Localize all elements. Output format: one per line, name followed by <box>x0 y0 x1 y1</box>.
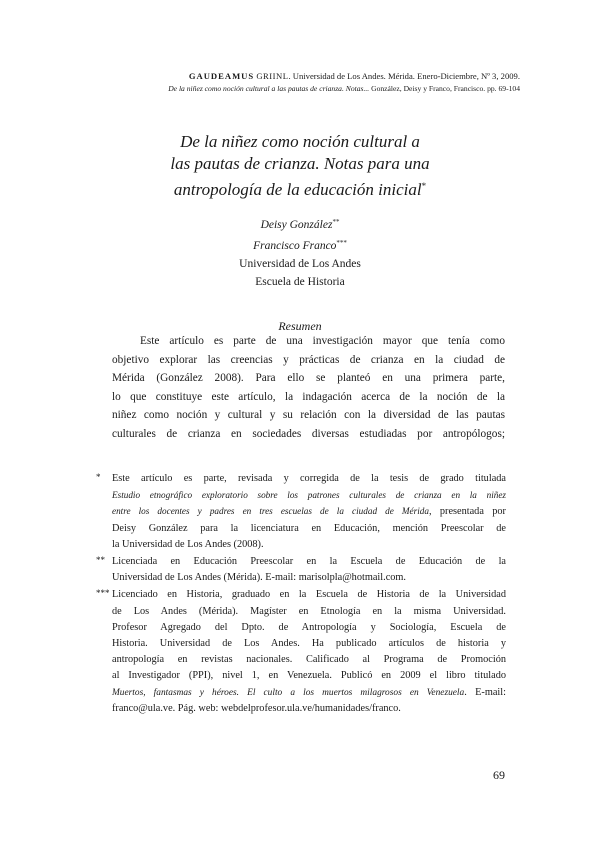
title-footnote-mark: * <box>421 181 427 191</box>
author-1: Deisy González** <box>260 218 340 231</box>
footnote-line: Universidad de Los Andes (Mérida). E-mail: marisolpla@hotmail.com. <box>112 572 407 584</box>
abstract-line: niñez como noción y cultural y su relación con la diversidad de las pautas <box>112 409 505 421</box>
running-head-authors-pages: González, Deisy y Franco, Francisco. pp. 69-104 <box>371 84 520 93</box>
footnote-line: Deisy González para la licenciatura en Educación, mención Preescolar de <box>112 522 506 534</box>
footnote-line: Licenciado en Historia, graduado en la Escuela de Historia de la Universidad <box>112 589 506 601</box>
footnote-line: al Investigador (PPI), nivel 1, en Venezuela. Publicó en 2009 el libro titulado <box>112 670 506 682</box>
author-block <box>95 213 505 291</box>
affiliation-school: Escuela de Historia <box>255 276 345 288</box>
footnote-3 <box>96 587 506 717</box>
footnote-line: Este artículo es parte, revisada y corregida de la tesis de grado titulada <box>112 473 506 484</box>
running-head-journal: GAUDEAMUS GRIINL. Universidad de Los Andes. Mérida. Enero-Diciembre, Nº 3, 2009. <box>188 71 520 81</box>
footnote-line: Licenciada en Educación Preescolar en la Escuela de Educación de la <box>112 556 506 568</box>
footnote-line: Muertos, fantasmas y héroes. El culto a los muertos milagrosos en Venezuela. E-mail: <box>112 686 507 698</box>
page-number: 69 <box>493 768 505 782</box>
abstract-line: Este artículo es parte de una investigación mayor que tenía como <box>140 335 505 347</box>
affiliation-university: Universidad de Los Andes <box>239 258 361 270</box>
footnote-line: de Los Andes (Mérida). Magíster en Etnología en la misma Universidad. <box>112 605 506 617</box>
footnote-line: entre los docentes y padres en tres escuelas de la ciudad de Mérida, presentada por <box>112 506 506 518</box>
footnote-line: antropología en revistas nacionales. Calificado al Programa de Promoción <box>112 654 506 666</box>
journal-brand-alt: GRIINL <box>256 71 289 81</box>
footnote-line: la Universidad de Los Andes (2008). <box>112 538 264 550</box>
running-head-short-title: De la niñez como noción cultural a las pautas de crianza. Notas... <box>168 84 370 93</box>
author-1-footnote-mark: ** <box>332 218 340 226</box>
footnote-mark: *** <box>96 588 110 599</box>
footnote-2 <box>96 554 506 586</box>
journal-brand: GAUDEAMUS <box>188 71 255 81</box>
abstract-line: Mérida (González 2008). Para ello se planteó en una primera parte, <box>112 372 505 384</box>
footnote-mark: ** <box>96 555 105 566</box>
author-2: Francisco Franco*** <box>253 239 347 252</box>
journal-info: Universidad de Los Andes. Mérida. Enero-Diciembre, Nº 3, 2009. <box>292 71 520 81</box>
abstract-heading: Resumen <box>278 319 322 333</box>
footnote-line: Profesor Agregado del Dpto. de Antropología y Sociología, Escuela de <box>112 621 506 633</box>
abstract-line: objetivo explorar las creencias y prácticas de crianza en la ciudad de <box>112 353 505 366</box>
author-2-footnote-mark: *** <box>336 239 347 247</box>
footnote-line: Historia. Universidad de Los Andes. Ha publicado artículos de historia y <box>112 638 506 650</box>
footnotes <box>96 471 506 718</box>
abstract-line: culturales de crianza en sociedades diversas estudiadas por antropólogos; <box>112 427 505 440</box>
title-line: antropología de la educación inicial* <box>173 180 427 199</box>
running-head-article <box>95 83 520 95</box>
title-line: De la niñez como noción cultural a <box>180 132 420 151</box>
footnote-line: Estudio etnográfico exploratorio sobre los patrones culturales de crianza en la niñez <box>112 490 506 501</box>
title-line: las pautas de crianza. Notas para una <box>170 154 430 173</box>
footnote-line: franco@ula.ve. Pág. web: webdelprofesor.ula.ve/humanidades/franco. <box>112 702 401 714</box>
footnote-mark: * <box>96 472 101 482</box>
abstract-body <box>112 332 505 443</box>
footnote-1 <box>96 471 506 553</box>
article-title <box>95 131 505 201</box>
abstract-line: lo que constituye este artículo, la indagación acerca de la noción de la <box>112 390 505 403</box>
